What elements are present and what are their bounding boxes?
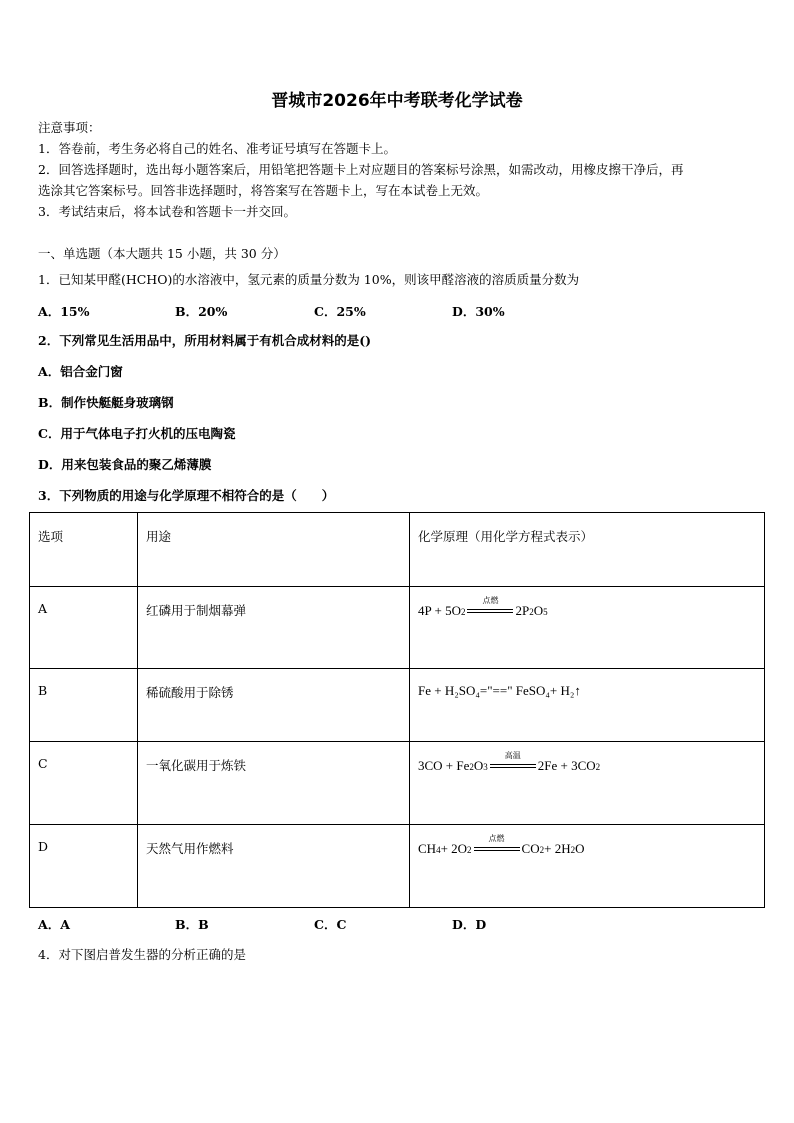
equation-cell — [410, 669, 765, 742]
q3-option-a: A．A — [38, 917, 70, 932]
equation-cell — [410, 742, 765, 825]
reaction-condition: 高温 — [490, 756, 536, 770]
use-cell: 红磷用于制烟幕弹 — [138, 587, 410, 669]
notice-item: 选涂其它答案标号。回答非选择题时，将答案写在答题卡上，写在本试卷上无效。 — [38, 183, 489, 198]
q2-stem: 2．下列常见生活用品中，所用材料属于有机合成材料的是() — [38, 333, 372, 348]
q1-option-a: A．15% — [38, 304, 90, 319]
use-cell: 天然气用作燃料 — [138, 825, 410, 908]
use-cell: 稀硫酸用于除锈 — [138, 669, 410, 742]
notice-item: 3．考试结束后，将本试卷和答题卡一并交回。 — [38, 204, 296, 219]
reaction-condition: 点燃 — [474, 839, 520, 853]
equation-cell — [410, 587, 765, 669]
notice-item: 2．回答选择题时，选出每小题答案后，用铅笔把答题卡上对应题目的答案标号涂黑，如需改动，用橡皮擦干净后，再 — [38, 162, 684, 177]
option-cell: A — [30, 587, 138, 669]
q1-option-b: B．20% — [175, 304, 228, 319]
section-heading: 一、单选题（本大题共 15 小题，共 30 分） — [38, 246, 286, 261]
q1-option-d: D．30% — [452, 304, 505, 319]
q3-option-c: C．C — [314, 917, 347, 932]
table-row — [30, 669, 765, 742]
q1-option-c: C．25% — [314, 304, 366, 319]
header-cell: 化学原理（用化学方程式表示） — [410, 513, 765, 587]
table-row — [30, 587, 765, 669]
reaction-condition: 点燃 — [467, 601, 513, 615]
equation-cell — [410, 825, 765, 908]
q3-table — [29, 512, 765, 908]
chemical-equation: 4P + 5O 2 点燃 2P 2 O 5 — [418, 596, 548, 618]
q1-stem: 1．已知某甲醛(HCHO)的水溶液中，氢元素的质量分数为 10%，则该甲醛溶液的溶质质量分数为 — [38, 272, 580, 287]
q2-option-a: A．铝合金门窗 — [38, 364, 123, 379]
notice-item: 1．答卷前，考生务必将自己的姓名、准考证号填写在答题卡上。 — [38, 141, 396, 156]
option-cell: C — [30, 742, 138, 825]
q3-option-d: D．D — [452, 917, 487, 932]
header-cell: 选项 — [30, 513, 138, 587]
table-row — [30, 825, 765, 908]
chemical-equation: Fe + H₂SO₄="==" FeSO₄+ H₂↑ — [418, 683, 581, 698]
notice-heading: 注意事项： — [38, 120, 101, 135]
chemical-equation: 3CO + Fe 2 O 3 高温 2Fe + 3CO 2 — [418, 751, 601, 773]
table-header-row — [30, 513, 765, 587]
use-cell: 一氧化碳用于炼铁 — [138, 742, 410, 825]
page-title: 晋城市2026年中考联考化学试卷 — [271, 91, 523, 111]
q4-stem: 4．对下图启普发生器的分析正确的是 — [38, 947, 246, 962]
q2-option-c: C．用于气体电子打火机的压电陶瓷 — [38, 426, 236, 441]
header-cell: 用途 — [138, 513, 410, 587]
option-cell: B — [30, 669, 138, 742]
q2-option-b: B．制作快艇艇身玻璃钢 — [38, 395, 174, 410]
chemical-equation: CH 4 + 2O 2 点燃 CO 2 + 2H 2 O — [418, 834, 585, 856]
q3-stem: 3．下列物质的用途与化学原理不相符合的是（ ） — [38, 488, 335, 503]
option-cell: D — [30, 825, 138, 908]
q2-option-d: D．用来包装食品的聚乙烯薄膜 — [38, 457, 212, 472]
q3-option-b: B．B — [175, 917, 209, 932]
table-row — [30, 742, 765, 825]
